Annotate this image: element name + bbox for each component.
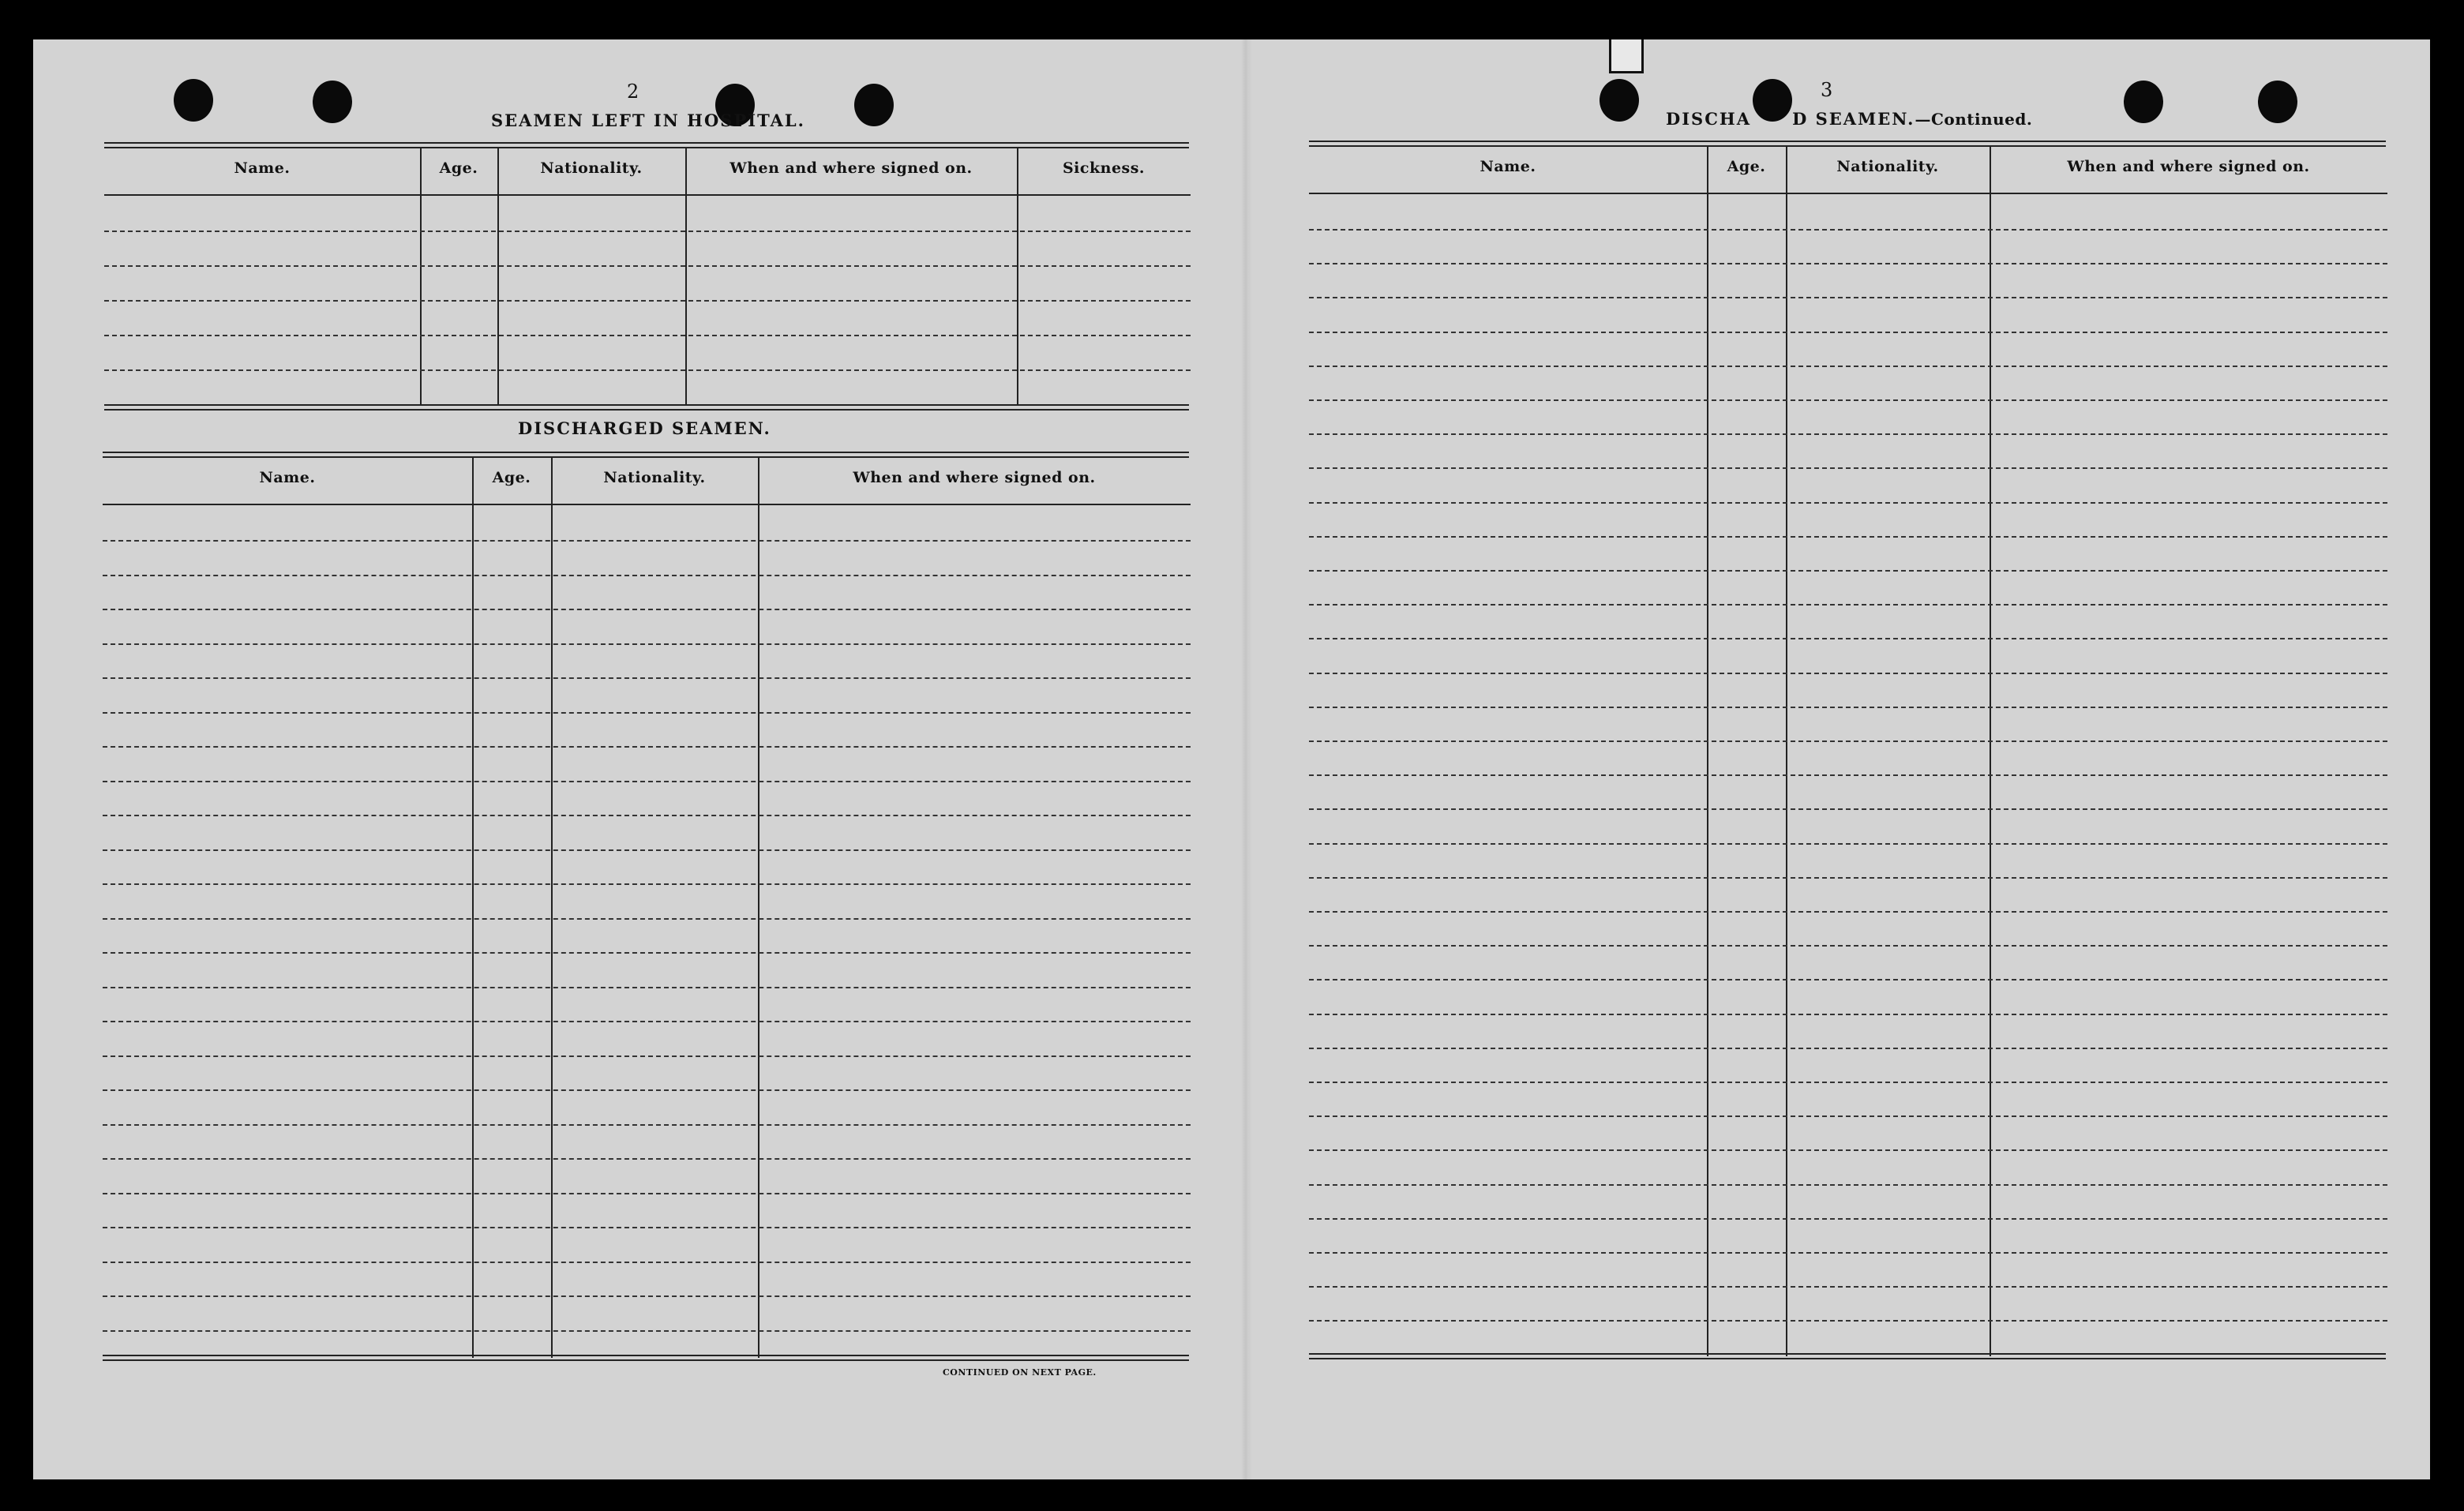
register-spread	[33, 39, 2430, 1479]
column-divider	[1017, 148, 1018, 406]
entry-line	[1309, 467, 2387, 469]
column-divider	[551, 458, 553, 1358]
discharged-col-nationality: Nationality.	[603, 469, 706, 486]
entry-line	[103, 849, 1191, 851]
entry-line	[104, 335, 1191, 336]
discharged-col-signed-on: When and where signed on.	[853, 469, 1096, 486]
entry-line	[103, 575, 1191, 576]
entry-line	[103, 1295, 1191, 1297]
entry-line	[103, 1021, 1191, 1022]
discharged-table-top-rule	[103, 452, 1189, 458]
entry-line	[1309, 979, 2387, 980]
right-title-part1: DISCHA	[1666, 109, 1752, 129]
hospital-table-bottom-rule	[104, 404, 1189, 411]
entry-line	[103, 1055, 1191, 1057]
entry-line	[103, 952, 1191, 954]
entry-line	[1309, 1048, 2387, 1049]
right-table	[1309, 147, 2387, 1363]
entry-line	[1309, 843, 2387, 845]
entry-line	[104, 369, 1191, 371]
right-title-continued: —Continued.	[1915, 110, 2033, 129]
column-divider	[758, 458, 759, 1358]
hospital-table	[104, 148, 1191, 406]
entry-line	[103, 1124, 1191, 1126]
binding-tab	[1609, 39, 1644, 73]
right-col-age: Age.	[1727, 158, 1766, 175]
hospital-col-signed-on: When and where signed on.	[729, 159, 973, 177]
entry-line	[1309, 1184, 2387, 1186]
punch-hole	[174, 79, 213, 122]
entry-line	[103, 883, 1191, 885]
entry-line	[103, 712, 1191, 714]
entry-line	[104, 265, 1191, 267]
left-page-number: 2	[627, 81, 640, 103]
entry-line	[1309, 1252, 2387, 1254]
entry-line	[1309, 570, 2387, 572]
entry-line	[1309, 297, 2387, 298]
right-title-part2: D SEAMEN.	[1792, 109, 1915, 129]
entry-line	[103, 540, 1191, 542]
entry-line	[1309, 399, 2387, 401]
entry-line	[1309, 877, 2387, 879]
entry-line	[103, 609, 1191, 610]
punch-hole	[1600, 79, 1639, 122]
entry-line	[103, 643, 1191, 645]
entry-line	[1309, 1286, 2387, 1288]
entry-line	[1309, 1082, 2387, 1083]
entry-line	[1309, 1115, 2387, 1117]
right-table-bottom-rule	[1309, 1353, 2386, 1359]
page-fold	[1241, 39, 1252, 1479]
discharged-section-title: DISCHARGED SEAMEN.	[518, 418, 771, 438]
column-divider	[1990, 147, 1991, 1356]
entry-line	[1309, 604, 2387, 606]
right-col-nationality: Nationality.	[1836, 158, 1939, 175]
punch-hole	[2124, 81, 2163, 123]
hospital-col-name: Name.	[234, 159, 291, 177]
entry-line	[103, 918, 1191, 920]
entry-line	[1309, 332, 2387, 333]
column-divider	[472, 458, 474, 1358]
discharged-header-rule	[103, 504, 1191, 505]
entry-line	[104, 300, 1191, 302]
hospital-header-rule	[104, 194, 1191, 196]
column-divider	[1707, 147, 1708, 1356]
right-table-top-rule	[1309, 141, 2386, 147]
hospital-table-top-rule	[104, 142, 1189, 148]
column-divider	[685, 148, 687, 406]
entry-line	[1309, 774, 2387, 776]
entry-line	[1309, 945, 2387, 947]
hospital-col-nationality: Nationality.	[540, 159, 643, 177]
entry-line	[103, 1193, 1191, 1194]
right-header-rule	[1309, 193, 2387, 194]
entry-line	[103, 1330, 1191, 1332]
entry-line	[1309, 1149, 2387, 1151]
hospital-section-title: SEAMEN LEFT IN HOSPITAL.	[491, 111, 805, 130]
entry-line	[1309, 808, 2387, 810]
entry-line	[1309, 263, 2387, 264]
entry-line	[1309, 229, 2387, 231]
entry-line	[103, 677, 1191, 679]
entry-line	[1309, 1218, 2387, 1220]
discharged-table	[103, 458, 1191, 1366]
right-col-signed-on: When and where signed on.	[2067, 158, 2310, 175]
entry-line	[1309, 433, 2387, 435]
right-page-number: 3	[1821, 79, 1834, 101]
continued-note: CONTINUED ON NEXT PAGE.	[943, 1367, 1097, 1378]
entry-line	[1309, 366, 2387, 367]
entry-line	[1309, 1320, 2387, 1322]
hospital-col-sickness: Sickness.	[1062, 159, 1146, 177]
entry-line	[1309, 536, 2387, 538]
column-divider	[497, 148, 499, 406]
punch-hole	[854, 84, 894, 126]
right-col-name: Name.	[1480, 158, 1536, 175]
entry-line	[1309, 502, 2387, 504]
entry-line	[103, 987, 1191, 988]
punch-hole	[2258, 81, 2297, 123]
entry-line	[1309, 638, 2387, 639]
discharged-col-name: Name.	[259, 469, 316, 486]
entry-line	[1309, 911, 2387, 913]
entry-line	[1309, 673, 2387, 674]
entry-line	[1309, 1014, 2387, 1015]
entry-line	[103, 815, 1191, 816]
discharged-col-age: Age.	[492, 469, 531, 486]
discharged-table-bottom-rule	[103, 1355, 1189, 1361]
column-divider	[420, 148, 422, 406]
right-section-title	[1666, 109, 2032, 129]
column-divider	[1786, 147, 1787, 1356]
entry-line	[103, 1089, 1191, 1091]
entry-line	[1309, 707, 2387, 708]
entry-line	[103, 746, 1191, 748]
entry-line	[103, 781, 1191, 782]
punch-hole	[313, 81, 352, 123]
entry-line	[104, 231, 1191, 232]
entry-line	[103, 1262, 1191, 1263]
entry-line	[103, 1227, 1191, 1228]
entry-line	[103, 1158, 1191, 1160]
entry-line	[1309, 741, 2387, 742]
hospital-col-age: Age.	[439, 159, 478, 177]
